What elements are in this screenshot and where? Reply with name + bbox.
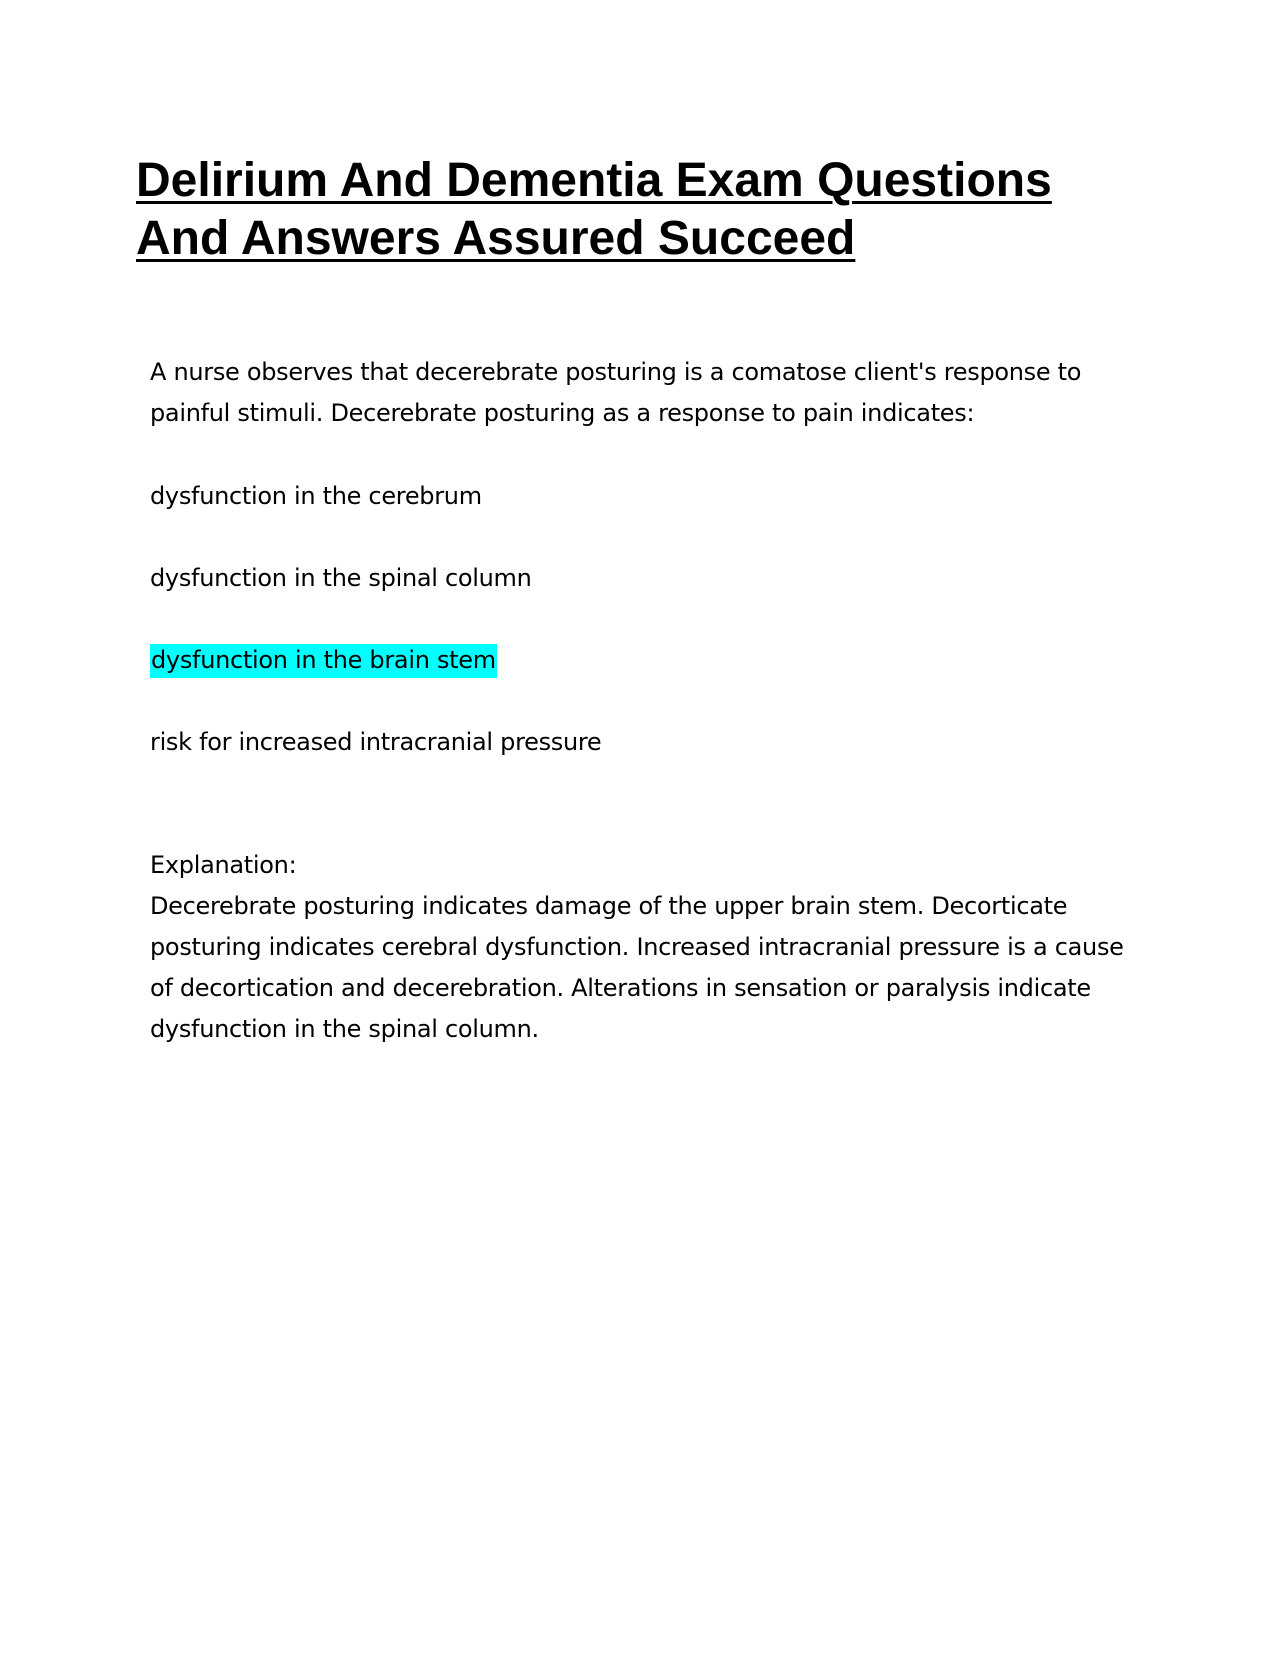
answer-option xyxy=(150,476,1150,517)
correct-answer-option xyxy=(150,640,1150,681)
answer-option-text: dysfunction in the spinal column xyxy=(150,564,532,592)
answer-option xyxy=(150,722,1150,763)
question-text: A nurse observes that decerebrate posturing is a comatose client's response to painful stimuli. Decerebrate posturing as a response to pain indicates: xyxy=(150,358,1082,427)
highlighted-answer-text: dysfunction in the brain stem xyxy=(150,644,497,678)
document-title: Delirium And Dementia Exam Questions And Answers Assured Succeed xyxy=(136,154,1052,265)
explanation-text: Decerebrate posturing indicates damage of the upper brain stem. Decorticate posturing indicates cerebral dysfunction. Increased intracranial pressure is a cause of decortication and decerebration. Alterations in sensation or paralysis indicate dysfunction in the spinal column. xyxy=(150,892,1124,1043)
answer-option-text: risk for increased intracranial pressure xyxy=(150,728,602,756)
explanation-label: Explanation: xyxy=(150,851,297,879)
answer-option-text: dysfunction in the cerebrum xyxy=(150,482,482,510)
answer-option xyxy=(150,558,1150,599)
